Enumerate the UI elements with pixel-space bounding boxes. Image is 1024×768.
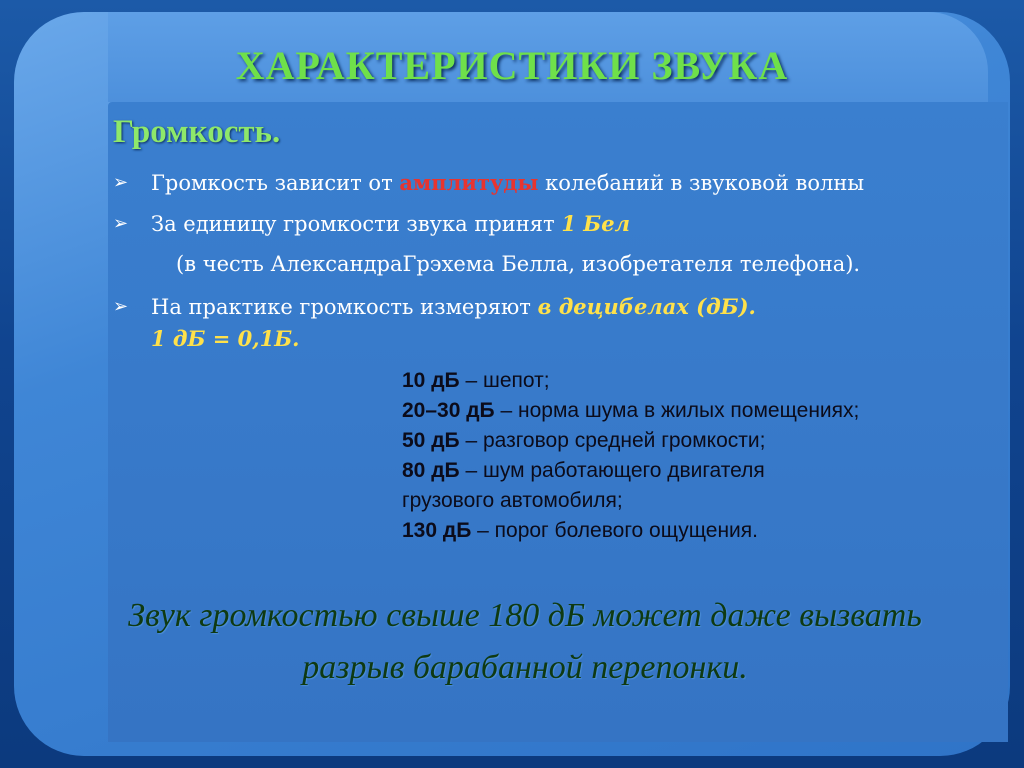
bullet-text-part: На практике громкость измеряют xyxy=(151,295,538,319)
bullet-amplitude xyxy=(113,168,993,198)
list-item xyxy=(402,426,862,456)
bell-note: (в честь АлександраГрэхема Белла, изобретателя телефона). xyxy=(176,252,861,276)
level-desc: – шепот; xyxy=(459,369,550,392)
arrow-bullet-icon: ➢ xyxy=(113,296,129,317)
list-item xyxy=(402,516,862,546)
highlight-amplitude: амплитуды xyxy=(399,170,539,195)
list-item xyxy=(402,366,862,396)
bullet-text xyxy=(151,209,993,239)
level-value: 20–30 дБ xyxy=(402,399,495,422)
db-equation: 1 дБ = 0,1Б. xyxy=(151,326,300,351)
level-desc: – порог болевого ощущения. xyxy=(471,519,758,542)
loudness-levels-list xyxy=(402,366,862,546)
level-value: 10 дБ xyxy=(402,369,460,392)
bullet-text xyxy=(151,292,993,322)
bullet-bel-unit xyxy=(113,209,993,239)
footer-warning xyxy=(110,590,940,694)
bullet-text-part: За единицу громкости звука принят xyxy=(151,212,562,236)
level-value: 50 дБ xyxy=(402,429,460,452)
level-value: 80 дБ xyxy=(402,459,460,482)
bullet-text-part: колебаний в звуковой волны xyxy=(538,171,865,195)
list-item xyxy=(402,456,862,516)
section-subtitle: Громкость. xyxy=(113,114,281,150)
bullet-text-part: Громкость зависит от xyxy=(151,171,400,195)
level-desc: – разговор средней громкости; xyxy=(459,429,766,452)
level-value: 130 дБ xyxy=(402,519,472,542)
bullet-text xyxy=(151,168,993,198)
arrow-bullet-icon: ➢ xyxy=(113,172,129,193)
highlight-decibels: в децибелах (дБ). xyxy=(537,294,756,319)
level-desc: – норма шума в жилых помещениях; xyxy=(494,399,860,422)
slide-title: ХАРАКТЕРИСТИКИ ЗВУКА xyxy=(235,43,789,88)
list-item xyxy=(402,396,862,426)
footer-line: разрыв барабанной перепонки. xyxy=(302,649,748,686)
bullet-decibels xyxy=(113,292,993,322)
arrow-bullet-icon: ➢ xyxy=(113,213,129,234)
highlight-bel: 1 Бел xyxy=(561,211,630,236)
level-desc: – шум работающего двигателя грузового автомобиля; xyxy=(402,459,765,512)
footer-line: Звук громкостью свыше 180 дБ может даже вызвать xyxy=(128,597,922,634)
